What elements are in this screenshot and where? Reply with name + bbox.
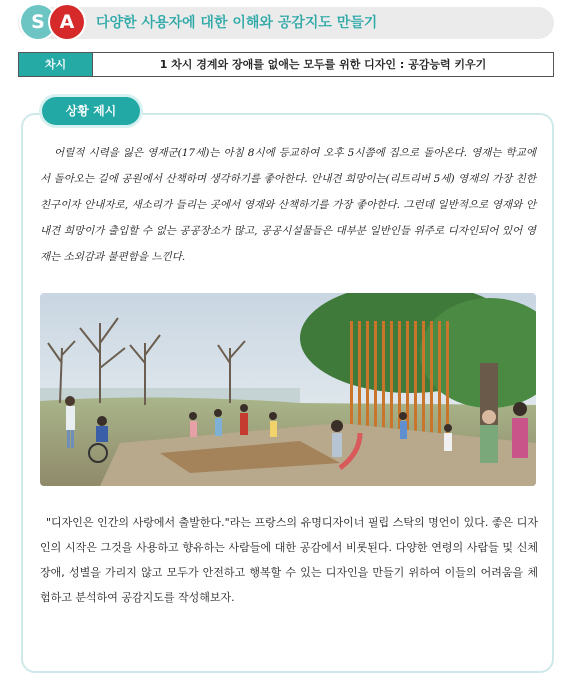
badge-a: A — [50, 5, 84, 39]
page-title: 다양한 사용자에 대한 이해와 공감지도 만들기 — [96, 15, 378, 31]
session-title: 1 차시 경계와 장애를 없애는 모두를 위한 디자인 : 공감능력 키우기 — [159, 58, 487, 71]
park-photo-svg — [40, 293, 536, 486]
badge-s: S — [21, 5, 55, 39]
section-label: 상황 제시 — [42, 97, 140, 125]
park-playground-illustration — [40, 293, 536, 486]
scenario-text: 어릴적 시력을 잃은 영재군(17세)는 아침 8시에 등교하여 오후 5시쯤에 집으로 돌아온다. 영재는 학교에서 돌아오는 길에 공원에서 산책하며 생각하기를 좋아한다. 안내견 희망이는(리트리버 5세) 영재의 가장 친한 친구이자 안내자로, 새소리가 들리는 곳에서 영재와 산책하기를 가장 좋아한다. 그런데 일반적으로 영재와 안내견 희망이가 출입할 수 없는 공공장소가 많고, 공공시설물들은 대부분 일반인들 위주로 디자인되어 있어 영재는 소외감과 불편함을 느낀다. — [40, 147, 536, 263]
session-row — [18, 52, 554, 77]
session-label: 차시 — [19, 53, 93, 76]
quote-paragraph: "디자인은 인간의 사랑에서 출발한다."라는 프랑스의 유명디자이너 필립 스탁의 명언이 있다. 좋은 디자인의 시작은 그것을 사용하고 향유하는 사람들에 대한 공감에서 비롯된다. 다양한 연령의 사람들 및 신체장애, 성별을 가리지 않고 모두가 안전하고 행복할 수 있는 디자인을 만들기 위하여 이들의 어려움을 체험하고 분석하여 공감지도를 작성해보자. — [40, 516, 538, 604]
